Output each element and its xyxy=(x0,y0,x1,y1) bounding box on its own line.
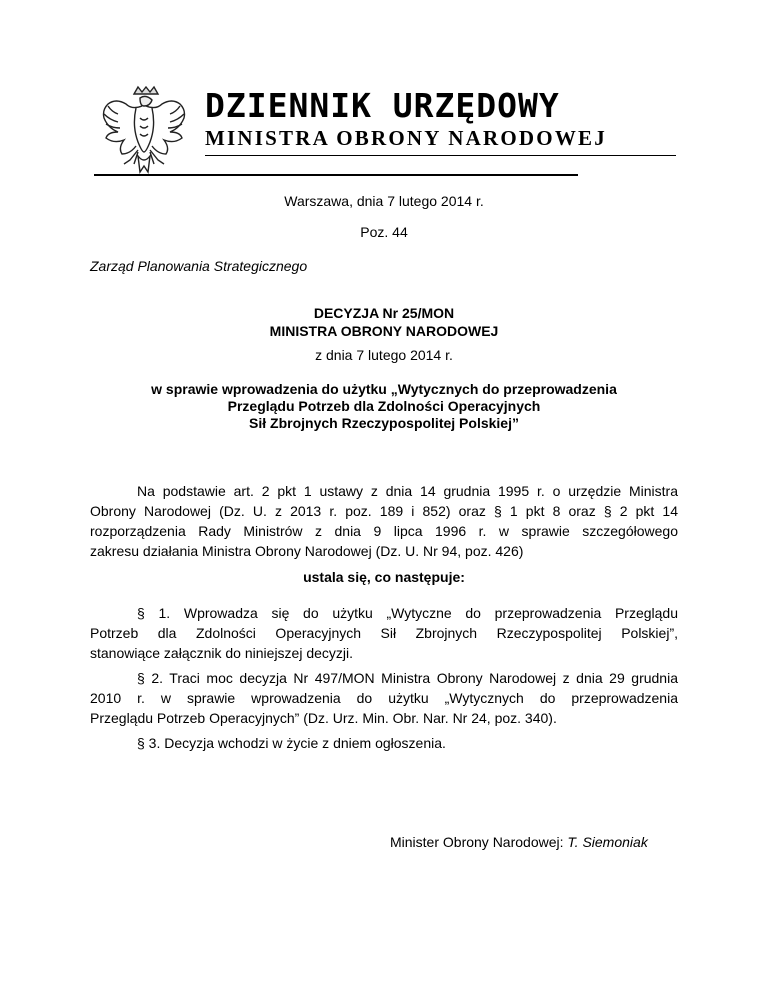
section-line: stanowiące załącznik do niniejszej decyzji. xyxy=(90,645,354,661)
masthead-rule xyxy=(205,155,676,156)
section-2 xyxy=(90,668,678,728)
section-1 xyxy=(90,603,678,663)
issuer: Zarząd Planowania Strategicznego xyxy=(90,258,308,274)
signature-label: Minister Obrony Narodowej: xyxy=(390,834,564,850)
section-line: § 2. Traci moc decyzja Nr 497/MON Ministra Obrony Narodowej z dnia 29 grudnia xyxy=(137,670,678,686)
place-date: Warszawa, dnia 7 lutego 2014 r. xyxy=(284,193,484,209)
preamble-line: Obrony Narodowej (Dz. U. z 2013 r. poz. 189 i 852) oraz § 1 pkt 8 oraz § 2 pkt 14 xyxy=(90,503,678,519)
journal-subtitle: MINISTRA OBRONY NARODOWEJ xyxy=(205,126,607,150)
decision-subject-line1: w sprawie wprowadzenia do użytku „Wytycznych do przeprowadzenia xyxy=(151,381,617,397)
decision-subject-line2: Przeglądu Potrzeb dla Zdolności Operacyjnych xyxy=(227,398,541,414)
preamble-line: Na podstawie art. 2 pkt 1 ustawy z dnia 14 grudnia 1995 r. o urzędzie Ministra xyxy=(137,483,678,499)
section-line: Potrzeb dla Zdolności Operacyjnych Sił Zbrojnych Rzeczypospolitej Polskiej”, xyxy=(90,625,678,641)
signature xyxy=(390,833,648,851)
signatory-name: T. Siemoniak xyxy=(567,834,648,850)
journal-title: DZIENNIK URZĘDOWY xyxy=(205,86,560,125)
section-line: Przeglądu Potrzeb Operacyjnych” (Dz. Urz. Min. Obr. Nar. Nr 24, poz. 340). xyxy=(90,710,557,726)
masthead xyxy=(94,84,676,180)
section-line: § 1. Wprowadza się do użytku „Wytyczne do przeprowadzenia Przeglądu xyxy=(137,605,678,621)
preamble-line: rozporządzenia Rady Ministrów z dnia 9 lipca 1996 r. w sprawie szczegółowego xyxy=(90,523,678,539)
decision-date: z dnia 7 lutego 2014 r. xyxy=(315,347,453,363)
masthead-underline xyxy=(94,174,578,176)
preamble-line: zakresu działania Ministra Obrony Narodowej (Dz. U. Nr 94, poz. 426) xyxy=(90,543,524,559)
decision-title: DECYZJA Nr 25/MON xyxy=(313,305,455,321)
section-3: § 3. Decyzja wchodzi w życie z dniem ogłoszenia. xyxy=(137,735,446,751)
decision-authority: MINISTRA OBRONY NARODOWEJ xyxy=(269,323,499,339)
eagle-emblem-icon xyxy=(94,84,190,176)
section-line: 2010 r. w sprawie wprowadzenia do użytku „Wytycznych do przeprowadzenia xyxy=(90,690,678,706)
position-number: Poz. 44 xyxy=(360,224,408,240)
decision-subject-line3: Sił Zbrojnych Rzeczypospolitej Polskiej” xyxy=(249,415,519,431)
preamble xyxy=(90,481,678,561)
resolution-clause: ustala się, co następuje: xyxy=(303,569,465,585)
